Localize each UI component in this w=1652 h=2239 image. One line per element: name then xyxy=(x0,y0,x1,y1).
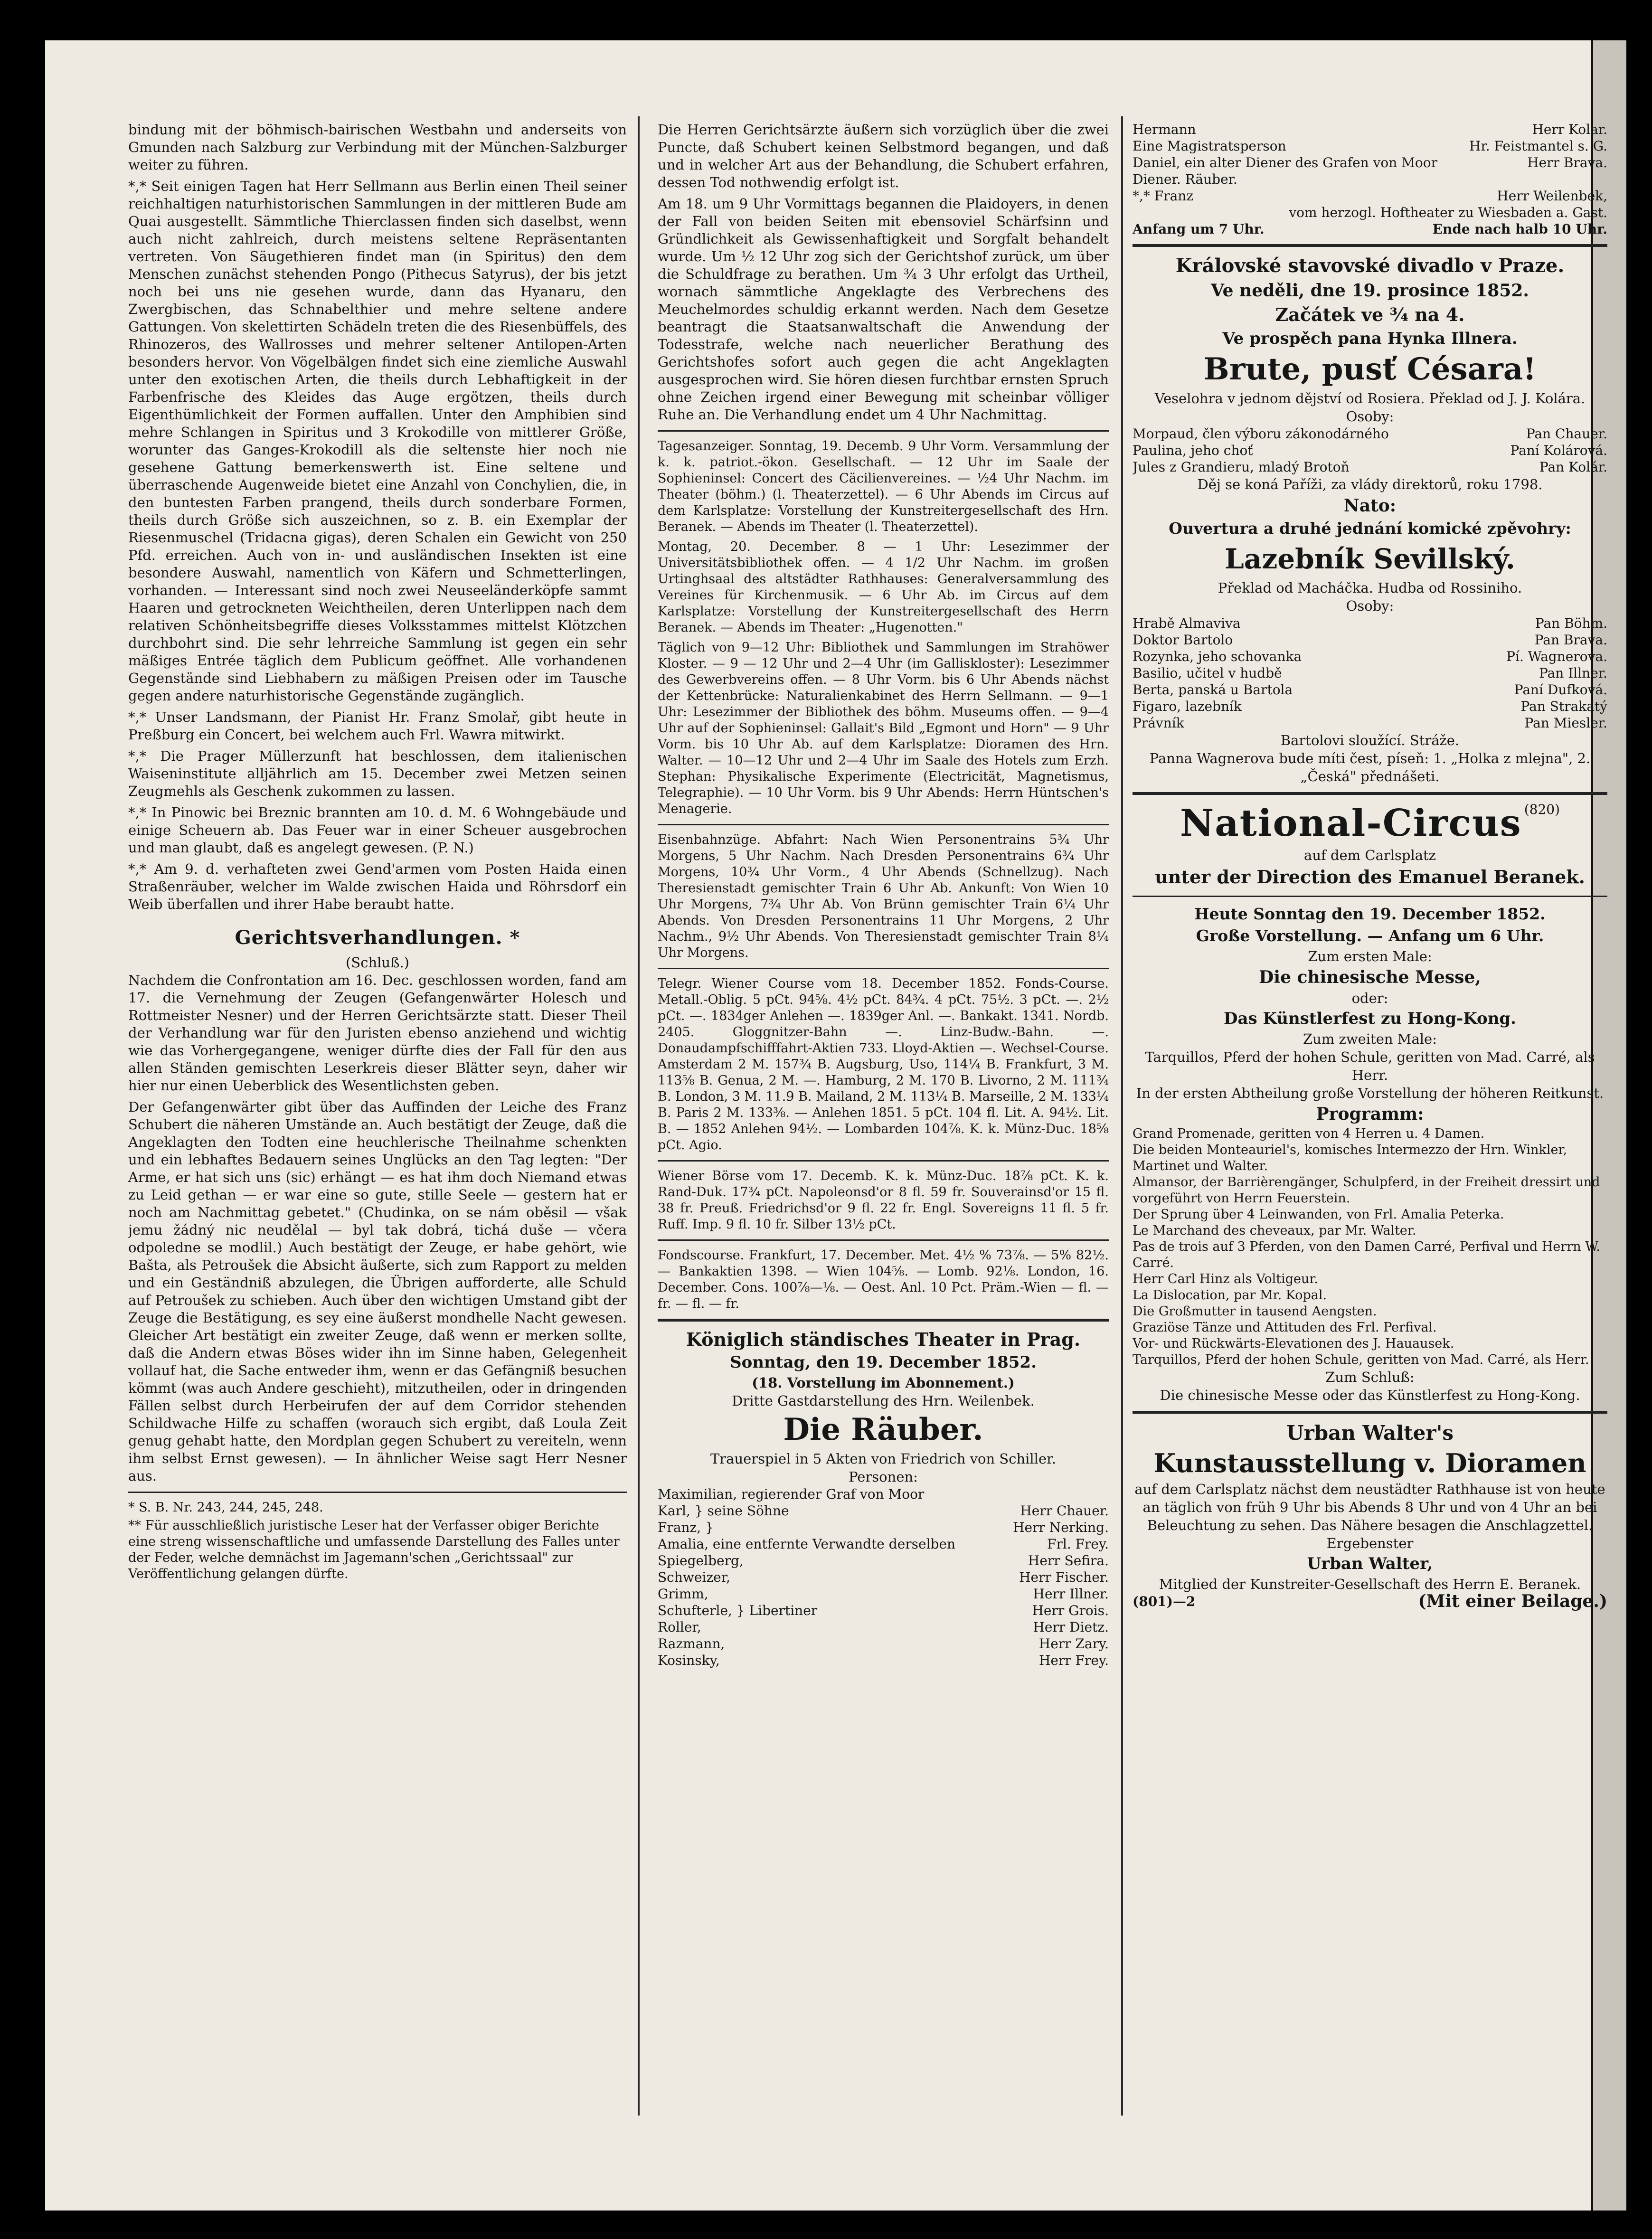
circus-act1: Die chinesische Messe, xyxy=(1259,967,1481,987)
czech-play-title: Brute, pusť Césara! xyxy=(1203,351,1537,387)
col1-paragraph: *,* In Pinowic bei Breznic brannten am 10. d. M. 6 Wohngebäude und einige Scheuern ab. Das Feuer war in einer Scheuer ausgebrochen und man glaubt, daß es angelegt gewesen. (P. N.) xyxy=(128,804,627,856)
czech-date: Ve neděli, dne 19. prosince 1852. xyxy=(1211,281,1529,301)
cast-row: Amalia, eine entfernte Verwandte derselben Frl. Frey. xyxy=(658,1536,1109,1552)
cast-row: Roller, Herr Dietz. xyxy=(658,1619,1109,1635)
program-item: Grand Promenade, geritten von 4 Herren u. 4 Damen. xyxy=(1133,1126,1485,1141)
col2-paragraph: Die Herren Gerichtsärzte äußern sich vorzüglich über die zwei Puncte, daß Schubert keinen Selbstmord begangen, und daß und in welcher Art aus der Behandlung, die Schubert erfahren, dessen Tod nothwendig erfolgt ist. xyxy=(658,122,1109,190)
cast-row: Grimm, Herr Illner. xyxy=(658,1586,1109,1602)
czech-note: Děj se koná Paříži, za vlády direktorů, roku 1798. xyxy=(1197,476,1543,492)
beilage-note: (Mit einer Beilage.) xyxy=(1418,1591,1607,1611)
fondscourse: Fondscourse. Frankfurt, 17. December. Met. 4½ % 73⅞. — 5% 82½. — Bankaktien 1398. — Wien 104⅝. — Lomb. 92⅛. London, 16. December. Cons. 100⅞—⅛. — Oest. Anl. 10 Pct. Präm.-Wien — fl. — fr. — fl. — fr. xyxy=(658,1248,1109,1311)
eisenbahnzuege: Eisenbahnzüge. Abfahrt: Nach Wien Personentrains 5¾ Uhr Morgens, 5 Uhr Nachm. Nach Dresden Personentrains 6¾ Uhr Morgens, 10¾ Uhr Vorm., 4 Uhr Abends (Schnellzug). Nach Theresienstadt gemischter Train 6 Uhr Ab. Ankunft: Von Wien 10 Uhr Morgens, 7¾ Uhr Ab. Von Brünn gemischter Train 6¼ Uhr Abends. Von Dresden Personentrains 11 Uhr Morgens, 2 Uhr Nachm., 9½ Uhr Abends. Von Theresienstadt gemischter Train 8¼ Uhr Morgens. xyxy=(658,832,1109,960)
cast-row: Eine Magistratsperson Hr. Feistmantel s. G. xyxy=(1133,138,1607,154)
section-subtitle: (Schluß.) xyxy=(346,954,409,971)
cast-row: Spiegelberg, Herr Sefira. xyxy=(658,1553,1109,1568)
cast-row: Kosinsky, Herr Frey. xyxy=(658,1653,1109,1668)
divider xyxy=(1133,896,1607,897)
cast-row: Rozynka, jeho schovanka Pí. Wagnerova. xyxy=(1133,649,1607,664)
program-item: Herr Carl Hinz als Voltigeur. xyxy=(1133,1272,1318,1286)
cast-row: Schufterle, } Libertiner Herr Grois. xyxy=(658,1603,1109,1618)
czech-play2-title: Lazebník Sevillský. xyxy=(1224,543,1515,575)
cast-row: Daniel, ein alter Diener des Grafen von Moor Herr Brava. xyxy=(1133,155,1607,170)
ouvertura: Ouvertura a druhé jednání komické zpěvohry: xyxy=(1169,519,1571,538)
wiener-boerse: Wiener Börse vom 17. Decemb. K. k. Münz-Duc. 18⅞ pCt. K. k. Rand-Duk. 17¾ pCt. Napoleonsd'or 8 fl. 59 fr. Souverainsd'or 15 fl. 38 fr. Preuß. Friedrichsd'or 9 fl. 22 fr. Engl. Sovereigns 11 fl. 5 fr. Ruff. Imp. 9 fl. 10 fr. Silber 13½ pCt. xyxy=(658,1169,1109,1232)
cast-row: Jules z Grandieru, mladý Brotoň Pan Kolár. xyxy=(1133,459,1607,475)
nato-heading: Nato: xyxy=(1343,496,1397,516)
footnote-divider xyxy=(128,1492,627,1493)
column-3 xyxy=(1133,121,1607,2116)
col1-paragraph: *,* Die Prager Müllerzunft hat beschlossen, dem italienischen Waiseninstitute alljährlich am 15. December zwei Metzen seinen Zeugmehls als Geschenk zukommen zu lassen. xyxy=(128,748,627,799)
czech-servants: Bartolovi sloužící. Stráže. xyxy=(1280,732,1460,748)
telegr-course: Telegr. Wiener Course vom 18. December 1852. Fonds-Course. Metall.-Oblig. 5 pCt. 94⅝. 4½ pCt. 84¾. 4 pCt. 75½. 3 pCt. —. 2½ pCt. —. 1834ger Anlehen —. 1839ger Anl. —. Bankakt. 1341. Nordb. 2405. Gloggnitzer-Bahn —. Linz-Budw.-Bahn. —. Donaudampfschifffahrt-Aktien 733. Lloyd-Aktien —. Wechsel-Course. Amsterdam 2 M. 157¾ B. Augsburg, Uso, 114¼ B. Frankfurt, 3 M. 113⅝ B. Genua, 2 M. —. Hamburg, 2 M. 170 B. Livorno, 2 M. 111¾ B. London, 3 M. 11.9 B. Mailand, 2 M. 113¼ B. Marseille, 2 M. 133¼ B. Paris 2 M. 133⅜. — Anlehen 1851. 5 pCt. 104 fl. Lit. A. 94½. Lit. B. — 1852 Anlehen 94½. — Lombarden 104⅞. K. k. Münz-Duc. 18⅝ pCt. Agio. xyxy=(658,976,1109,1153)
theater-gast: Dritte Gastdarstellung des Hrn. Weilenbek. xyxy=(732,1393,1035,1409)
court-paragraph: Der Gefangenwärter gibt über das Auffinden der Leiche des Franz Schubert die näheren Umstände an. Auch bestätigt der Zeuge, daß die Angeklagten den Todten eine heuchlerische Theilnahme schenkten und ein lebhaftes Bedauern seines Unglücks an den Tag legten: "Der Arme, er hat sich uns (sic) erhängt — es hat ihm doch Niemand etwas zu Leid gethan — er war eine so gute, stille Seele — gestern hat er noch am Nachmittag gebetet." (Chudinka, on se nám oběsil — však jemu žádný nic neudělal — byl tak dobrá, tichá duše — včera odpoledne se modlil.) Auch bestätigt der Zeuge, er habe gehört, wie Bašta, als Petroušek die Absicht äußerte, sich zum Rapport zu melden und ein Geständniß abzulegen, die Übrigen aufforderte, alle Schuld auf Petroušek zu schieben. Auch über den wichtigen Umstand gibt der Zeuge die Bestätigung, es sey eine äußerst mondhelle Nacht gewesen. Gleicher Art bestätigt ein zweiter Zeuge, daß wenn er merken sollte, daß die Andern etwas Böses wider ihn im Sinne haben, Gelegenheit vollauf hat, die Sache entweder ihm, wenn er das Gefängniß besuchen kömmt (was auch Andere geschieht), mitzutheilen, oder in dringenden Fällen selbst durch Herbeirufen der auf dem Corridor stehenden Schildwache Hilfe zu schaffen (worauch sich ergibt, daß Loula Zeit genug gehabt hatte, den Mordplan gegen Schubert zu vereiteln, wenn ihm selbst Ernst gewesen). — In ähnlicher Weise sagt Herr Nesner aus. xyxy=(128,1099,627,1484)
theater-date: Sonntag, den 19. December 1852. xyxy=(730,1353,1037,1372)
circus-title: National-Circus xyxy=(1180,802,1522,845)
program-item: Die beiden Monteauriel's, komisches Intermezzo der Hrn. Winkler, Martinet und Walter. xyxy=(1133,1143,1567,1173)
column-2 xyxy=(658,121,1109,2116)
column-rule-2 xyxy=(1121,116,1123,2116)
walter-footer xyxy=(1133,1593,1607,1610)
cast-row: Hrabě Almaviva Pan Böhm. xyxy=(1133,615,1607,631)
cast-row: Berta, panská u Bartola Paní Dufková. xyxy=(1133,682,1607,698)
cast-row: Hermann Herr Kolar. xyxy=(1133,122,1607,137)
play-subtitle: Trauerspiel in 5 Akten von Friedrich von Schiller. xyxy=(710,1451,1057,1467)
walter-body: auf dem Carlsplatz nächst dem neustädter Rathhause ist von heute an täglich von früh 9 Uhr bis Abends 8 Uhr und von 4 Uhr an bei Beleuchtung zu sehen. Das Nähere besagen die Anschlagzettel. Ergebenster xyxy=(1134,1481,1605,1551)
czech-play-sub: Veselohra v jednom dějství od Rosiera. Překlad od J. J. Kolára. xyxy=(1154,390,1586,406)
czech-theater-title: Královské stavovské divadlo v Praze. xyxy=(1175,255,1565,277)
cast-row: Paulina, jeho choť Paní Kolárová. xyxy=(1133,443,1607,458)
walter-signature: Urban Walter, xyxy=(1307,1554,1433,1573)
cast-row: Morpaud, člen výboru zákonodárného Pan Chauer. xyxy=(1133,426,1607,442)
circus-second: Zum zweiten Male: xyxy=(1303,1031,1437,1047)
divider xyxy=(658,1160,1109,1162)
col1-paragraph: bindung mit der böhmisch-bairischen Westbahn und anderseits von Gmunden nach Salzburg zur Verbindung mit der München-Salzburger weiter zu führen. xyxy=(128,122,627,173)
circus-first-part: In der ersten Abtheilung große Vorstellung der höheren Reitkunst. xyxy=(1136,1085,1604,1101)
divider xyxy=(658,824,1109,825)
cast-row: Karl, } seine Söhne Herr Chauer. xyxy=(658,1503,1109,1519)
cast-row: Franz, } Herr Nerking. xyxy=(658,1520,1109,1535)
play-title: Die Räuber. xyxy=(783,1412,983,1447)
circus-location: auf dem Carlsplatz xyxy=(1304,847,1436,863)
czech-wagner-note: Panna Wagnerova bude míti čest, píseň: 1. „Holka z mlejna", 2. „Česká" přednášeti. xyxy=(1149,750,1591,784)
col2-paragraph: Am 18. um 9 Uhr Vormittags begannen die Plaidoyers, in denen der Fall von beiden Seiten mit ebensoviel Schärfsinn und Gründlichkeit als Gewissenhaftigkeit und Sorgfalt behandelt wurde. Um ½ 12 Uhr zog sich der Gerichtshof zurück, um über die Schuldfrage zu berathen. Um ¾ 3 Uhr erfolgt das Urtheil, wornach sämmtliche Angeklagte des Verbrechens des Meuchelmordes schuldig erkannt werden. Nach dem Gesetze beantragt die Staatsanwaltschaft die Anwendung der Todesstrafe, welche nach neuerlicher Berathung des Gerichtshofes sofort auch gegen die acht Angeklagten ausgesprochen wird. Sie hören diesen furchtbar ernsten Spruch ohne Zeichen irgend einer Bewegung mit scheinbar völliger Ruhe an. Die Verhandlung endet um 4 Uhr Nachmittag. xyxy=(658,196,1109,423)
theater-title: Königlich ständisches Theater in Prag. xyxy=(686,1329,1081,1350)
col1-paragraph: *,* Unser Landsmann, der Pianist Hr. Franz Smolař, gibt heute in Preßburg ein Concert, bei welchem auch Frl. Wawra mitwirkt. xyxy=(128,709,627,743)
program-item: Almansor, der Barrièrengänger, Schulpferd, in der Freiheit dressirt und vorgeführt von Herrn Feuerstein. xyxy=(1133,1175,1600,1206)
cast-row: Maximilian, regierender Graf von Moor xyxy=(658,1486,925,1502)
walter-heading: Urban Walter's xyxy=(1286,1421,1454,1445)
divider xyxy=(658,1239,1109,1241)
divider xyxy=(1133,244,1607,247)
program-item: Graziöse Tänze und Attituden des Frl. Perfival. xyxy=(1133,1320,1437,1335)
circus-title-row xyxy=(1133,802,1607,845)
cast-row: Schweizer, Herr Fischer. xyxy=(658,1569,1109,1585)
circus-act1b: Das Künstlerfest zu Hong-Kong. xyxy=(1223,1009,1517,1028)
program-item: Die Großmutter in tausend Aengsten. xyxy=(1133,1304,1377,1319)
schluss-item: Die chinesische Messe oder das Künstlerfest zu Hong-Kong. xyxy=(1160,1387,1580,1403)
circus-show: Große Vorstellung. — Anfang um 6 Uhr. xyxy=(1196,926,1544,945)
cast-row: Anfang um 7 Uhr. Ende nach halb 10 Uhr. xyxy=(1133,221,1607,237)
schluss-heading: Zum Schluß: xyxy=(1325,1369,1415,1385)
column-1 xyxy=(128,121,627,2116)
col1-paragraph: *,* Seit einigen Tagen hat Herr Sellmann aus Berlin einen Theil seiner reichhaltigen naturhistorischen Sammlungen in der mittleren Bude am Quai ausgestellt. Sämmtliche Thierclassen finden sich daselbst, wenn auch nicht zahlreich, durch meistens seltene Repräsentanten vertreten. Von Säugethieren findet man (in Spiritus) den dem Menschen zunächst stehenden Pongo (Pithecus Satyrus), der bis jetzt noch bei uns nie gesehen wurde, dann das Hyanaru, den Zwergbischen, das Schnabelthier und mehre seltene andere Gattungen. Von skelettirten Schädeln treten die des Riesenbüffels, des Rhinozeros, des Wallrosses und mehrer seltener Antilopen-Arten besonders hervor. Von Vögelbälgen findet sich eine ziemliche Auswahl unter den exotischen Arten, die theils durch Lebhaftigkeit in der Farbenfrische des Kleides das Auge ergötzen, theils durch Eigenthümlichkeit der Formen auffallen. Unter den Amphibien sind mehre Schlangen in Spiritus und 3 Krokodille von mittlerer Größe, worunter das Ganges-Krokodill als die seltenste hier noch nie gesehene Gattung bemerkenswerth ist. Eine seltene und überraschende Augenweide bietet eine Anzahl von Conchylien, die, in den buntesten Farben prangend, theils durch sonderbare Formen, theils durch Größe sich auszeichnen, so z. B. ein Exemplar der Riesenmuschel (Tridacna gigas), deren Schalen ein Gewicht von 250 Pfd. erreichen. Auch von in- und ausländischen Insekten ist eine besondere Auswahl, namentlich von Käfern und Schmetterlingen, vorhanden. — Interessant sind noch zwei Neuseeländerköpfe sammt Haaren und getrockneten Weichtheilen, deren Unterlippen nach dem relativen Schönheitsbegriffe dieses Volksstammes mittelst Klötzchen durchbohrt sind. Die sehr lehrreiche Sammlung ist gegen ein sehr mäßiges Entrée täglich dem Publicum geöffnet. Alle vorhandenen Gegenstände sind Liebhabern zu mäßigen Preisen oder im Tausche gegen andere naturhistorische Gegenstände zugänglich. xyxy=(128,178,627,704)
program-item: Pas de trois auf 3 Pferden, von den Damen Carré, Perfival und Herrn W. Carré. xyxy=(1133,1239,1600,1270)
circus-act2: Tarquillos, Pferd der hohen Schule, geritten von Mad. Carré, als Herr. xyxy=(1145,1049,1595,1083)
program-item: Der Sprung über 4 Leinwanden, von Frl. Amalia Peterka. xyxy=(1133,1207,1504,1222)
program-item: La Dislocation, par Mr. Kopal. xyxy=(1133,1288,1327,1303)
court-paragraph: Nachdem die Confrontation am 16. Dec. geschlossen worden, fand am 17. die Vernehmung der Zeugen (Gefangenwärter Holesch und Rottmeister Nesner) und der Herren Gerichtsärzte statt. Dieser Theil der Verhandlung war für den Juristen ebenso anziehend und wichtig wie das Vorhergegangene, weniger dürfte dies der Fall für den aus allen Ständen gemischten Leserkreis dieser Blätter seyn, daher wir hier nur einen Ueberblick des Wesentlichsten geben. xyxy=(128,972,627,1094)
circus-oder: oder: xyxy=(1351,990,1388,1006)
divider xyxy=(658,1319,1109,1322)
cast-row: Razmann, Herr Zary. xyxy=(658,1636,1109,1652)
cast-row: Basilio, učitel v hudbě Pan Illner. xyxy=(1133,665,1607,681)
czech-benefit: Ve prospěch pana Hynka Illnera. xyxy=(1222,329,1518,348)
cast-row: Právník Pan Miesler. xyxy=(1133,715,1607,731)
czech-start: Začátek ve ¾ na 4. xyxy=(1275,304,1465,325)
czech-play2-sub: Překlad od Macháčka. Hudba od Rossiniho. xyxy=(1218,580,1522,596)
tagesanzeiger: Tagesanzeiger. Sonntag, 19. Decemb. 9 Uhr Vorm. Versammlung der k. k. patriot.-ökon. Gesellschaft. — 12 Uhr im Saale der Sophieninsel: Concert des Cäcilienvereines. — ½4 Uhr Nachm. im Theater (böhm.) (l. Theaterzettel). — 6 Uhr Abends im Circus auf dem Karlsplatze: Vorstellung der Kunstreitergesellschaft des Hrn. Beranek. — Abends im Theater (l. Theaterzettel). xyxy=(658,439,1109,534)
personen-heading: Personen: xyxy=(849,1469,918,1485)
cast-row: Figaro, lazebník Pan Strakatý xyxy=(1133,699,1607,714)
program-item: Le Marchand des cheveaux, par Mr. Walter. xyxy=(1133,1223,1416,1238)
circus-first: Zum ersten Male: xyxy=(1308,948,1432,964)
program-item: Tarquillos, Pferd der hohen Schule, geritten von Mad. Carré, als Herr. xyxy=(1133,1352,1589,1367)
cast-row: vom herzogl. Hoftheater zu Wiesbaden a. Gast. xyxy=(1289,205,1607,220)
column-rule-1 xyxy=(638,116,640,2116)
divider xyxy=(1133,792,1607,795)
theater-vorstellung: (18. Vorstellung im Abonnement.) xyxy=(752,1375,1015,1391)
divider xyxy=(1133,1411,1607,1414)
walter-title: Kunstausstellung v. Dioramen xyxy=(1153,1448,1586,1478)
footnote: ** Für ausschließlich juristische Leser hat der Verfasser obiger Berichte eine streng wissenschaftliche und umfassende Darstellung des Falles unter der Feder, welche demnächst im Jagemann'schen „Gerichtssaal" zur Veröffentlichung gelangen dürfte. xyxy=(128,1518,620,1581)
cast-row: *,* Franz Herr Weilenbek, xyxy=(1133,188,1607,204)
newspaper-page xyxy=(45,40,1626,2211)
circus-number: (820) xyxy=(1524,802,1560,817)
circus-direction: unter der Direction des Emanuel Beranek. xyxy=(1155,866,1585,888)
program-heading: Programm: xyxy=(1316,1104,1424,1124)
osoby-heading: Osoby: xyxy=(1346,408,1394,425)
section-title-court: Gerichtsverhandlungen. * xyxy=(235,926,520,949)
cast-row: Doktor Bartolo Pan Brava. xyxy=(1133,632,1607,648)
col1-paragraph: *,* Am 9. d. verhafteten zwei Gend'armen vom Posten Haida einen Straßenräuber, welcher im Walde zwischen Haida und Röhrsdorf ein Weib überfallen und ihrer Habe beraubt hatte. xyxy=(128,861,627,912)
tagesanzeiger: Täglich von 9—12 Uhr: Bibliothek und Sammlungen im Strahöwer Kloster. — 9 — 12 Uhr und 2—4 Uhr (im Galliskloster): Lesezimmer des Gewerbvereins offen. — 8 Uhr Vorm. bis 6 Uhr Abends nächst der Kettenbrücke: Naturalienkabinet des Herrn Sellmann. — 9—1 Uhr: Lesezimmer der Bibliothek des böhm. Museums offen. — 9—4 Uhr auf der Sophieninsel: Gallait's Bild „Egmont und Horn" — 9 Uhr Vorm. bis 10 Uhr Ab. auf dem Karlsplatze: Dioramen des Hrn. Walter. — 10—12 Uhr und 2—4 Uhr im Saale des Hotels zum Erzh. Stephan: Physikalische Experimente (Electricität, Magnetismus, Telegraphie). — 10 Uhr Vorm. bis 9 Uhr Abends: Herrn Hüntschen's Menagerie. xyxy=(658,640,1109,816)
osoby2-heading: Osoby: xyxy=(1346,598,1394,614)
program-item: Vor- und Rückwärts-Elevationen des J. Hauausek. xyxy=(1133,1336,1454,1351)
divider xyxy=(658,430,1109,432)
tagesanzeiger: Montag, 20. December. 8 — 1 Uhr: Lesezimmer der Universitätsbibliothek offen. — 4 1/2 Uhr Nachm. im großen Urtinghsaal des altstädter Rathhauses: Generalversammlung des Vereines für Kirchenmusik. — 6 Uhr Ab. im Circus auf dem Karlsplatze: Vorstellung der Kunstreitergesellschaft des Herrn Beranek. — Abends im Theater: „Hugenotten." xyxy=(658,539,1109,635)
divider xyxy=(658,968,1109,969)
circus-date: Heute Sonntag den 19. December 1852. xyxy=(1194,905,1546,923)
ad-number: (801)—2 xyxy=(1133,1594,1196,1609)
walter-signature-sub: Mitglied der Kunstreiter-Gesellschaft des Herrn E. Beranek. xyxy=(1159,1576,1581,1592)
footnote: * S. B. Nr. 243, 244, 245, 248. xyxy=(128,1500,323,1515)
cast-row: Diener. Räuber. xyxy=(1133,171,1237,187)
